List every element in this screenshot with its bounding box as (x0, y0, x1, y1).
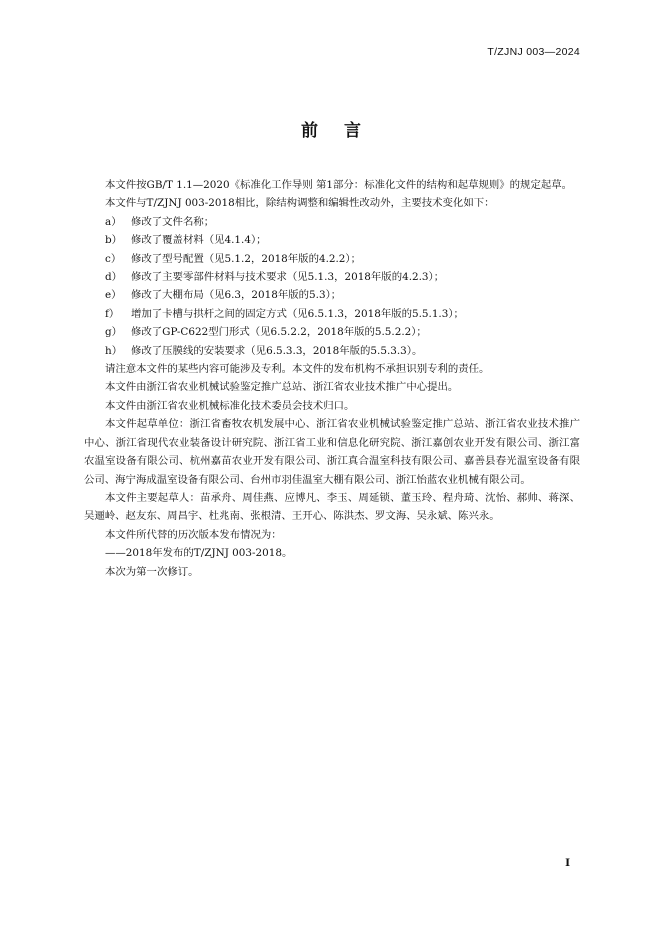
change-list-item (84, 286, 580, 304)
list-item-text: 修改了型号配置（见5.1.2，2018年版的4.2.2）； (131, 252, 361, 265)
list-item-text: 修改了大棚布局（见6.3，2018年版的5.3）； (131, 289, 342, 302)
list-marker: c） (105, 252, 122, 265)
paragraph-proposed-by: 本文件由浙江省农业机械试验鉴定推广总站、浙江省农业技术推广中心提出。 (105, 381, 459, 394)
paragraph-revision-note: 本次为第一次修订。 (105, 565, 199, 578)
list-item-text: 修改了覆盖材料（见4.1.4）； (131, 234, 267, 247)
list-item-text: 增加了卡槽与拱杆之间的固定方式（见6.5.1.3，2018年版的5.5.1.3）； (131, 307, 464, 320)
list-marker: e） (105, 289, 122, 302)
list-item-text: 修改了文件名称； (131, 215, 215, 228)
paragraph-changes-intro: 本文件与T/ZJNJ 003-2018相比，除结构调整和编辑性改动外，主要技术变化如下： (105, 197, 495, 210)
list-marker: a） (105, 215, 122, 228)
list-item-text: 修改了主要零部件材料与技术要求（见5.1.3，2018年版的4.2.3）； (131, 271, 445, 284)
list-marker: b） (105, 234, 123, 247)
list-marker: g） (105, 326, 123, 339)
change-list-item (84, 250, 580, 268)
paragraph-patent-notice: 请注意本文件的某些内容可能涉及专利。本文件的发布机构不承担识别专利的责任。 (105, 363, 490, 376)
page-title: 前言 (301, 121, 387, 141)
foreword-body (84, 176, 580, 581)
list-marker: h） (105, 344, 123, 357)
change-list-item (84, 268, 580, 286)
paragraph-drafting-basis: 本文件按GB/T 1.1—2020《标准化工作导则 第1部分：标准化文件的结构和起草规则》的规定起草。 (105, 179, 573, 191)
list-marker: f） (105, 307, 120, 320)
list-item-text: 修改了GP-C622型门形式（见6.5.2.2，2018年版的5.5.2.2）； (131, 326, 427, 339)
paragraph-history-item: ——2018年发布的T/ZJNJ 003-2018。 (105, 547, 293, 560)
change-list-item (84, 213, 580, 231)
paragraph-history-intro: 本文件所代替的历次版本发布情况为： (105, 528, 282, 541)
change-list-item (84, 323, 580, 341)
change-list-item (84, 231, 580, 249)
paragraph-drafters: 本文件主要起草人：苗承舟、周佳燕、应博凡、李玉、周延锁、董玉玲、程舟琦、沈怡、郝帅、蒋深、吴逦岭、赵友东、周昌宇、杜兆南、张根清、王开心、陈洪杰、罗文海、吴永斌、陈兴永。 (84, 491, 580, 523)
change-list-item (84, 342, 580, 360)
paragraph-drafting-units: 本文件起草单位：浙江省畜牧农机发展中心、浙江省农业机械试验鉴定推广总站、浙江省农业技术推广中心、浙江省现代农业装备设计研究院、浙江省工业和信息化研究院、浙江嘉创农业开发有限公司、浙江富农温室设备有限公司、杭州嘉苗农业开发有限公司、浙江真合温室科技有限公司、嘉善县春光温室设备有限公司、海宁海成温室设备有限公司、台州市羽佳温室大棚有限公司、浙江怡蓝农业机械有限公司。 (84, 418, 580, 486)
list-item-text: 修改了压膜线的安装要求（见6.5.3.3，2018年版的5.5.3.3）。 (131, 344, 423, 357)
page-number: I (565, 857, 570, 869)
change-list-item (84, 305, 580, 323)
paragraph-responsible-body: 本文件由浙江省农业机械标准化技术委员会技术归口。 (105, 399, 355, 412)
list-marker: d） (105, 271, 123, 284)
document-code: T/ZJNJ 003—2024 (487, 46, 580, 58)
